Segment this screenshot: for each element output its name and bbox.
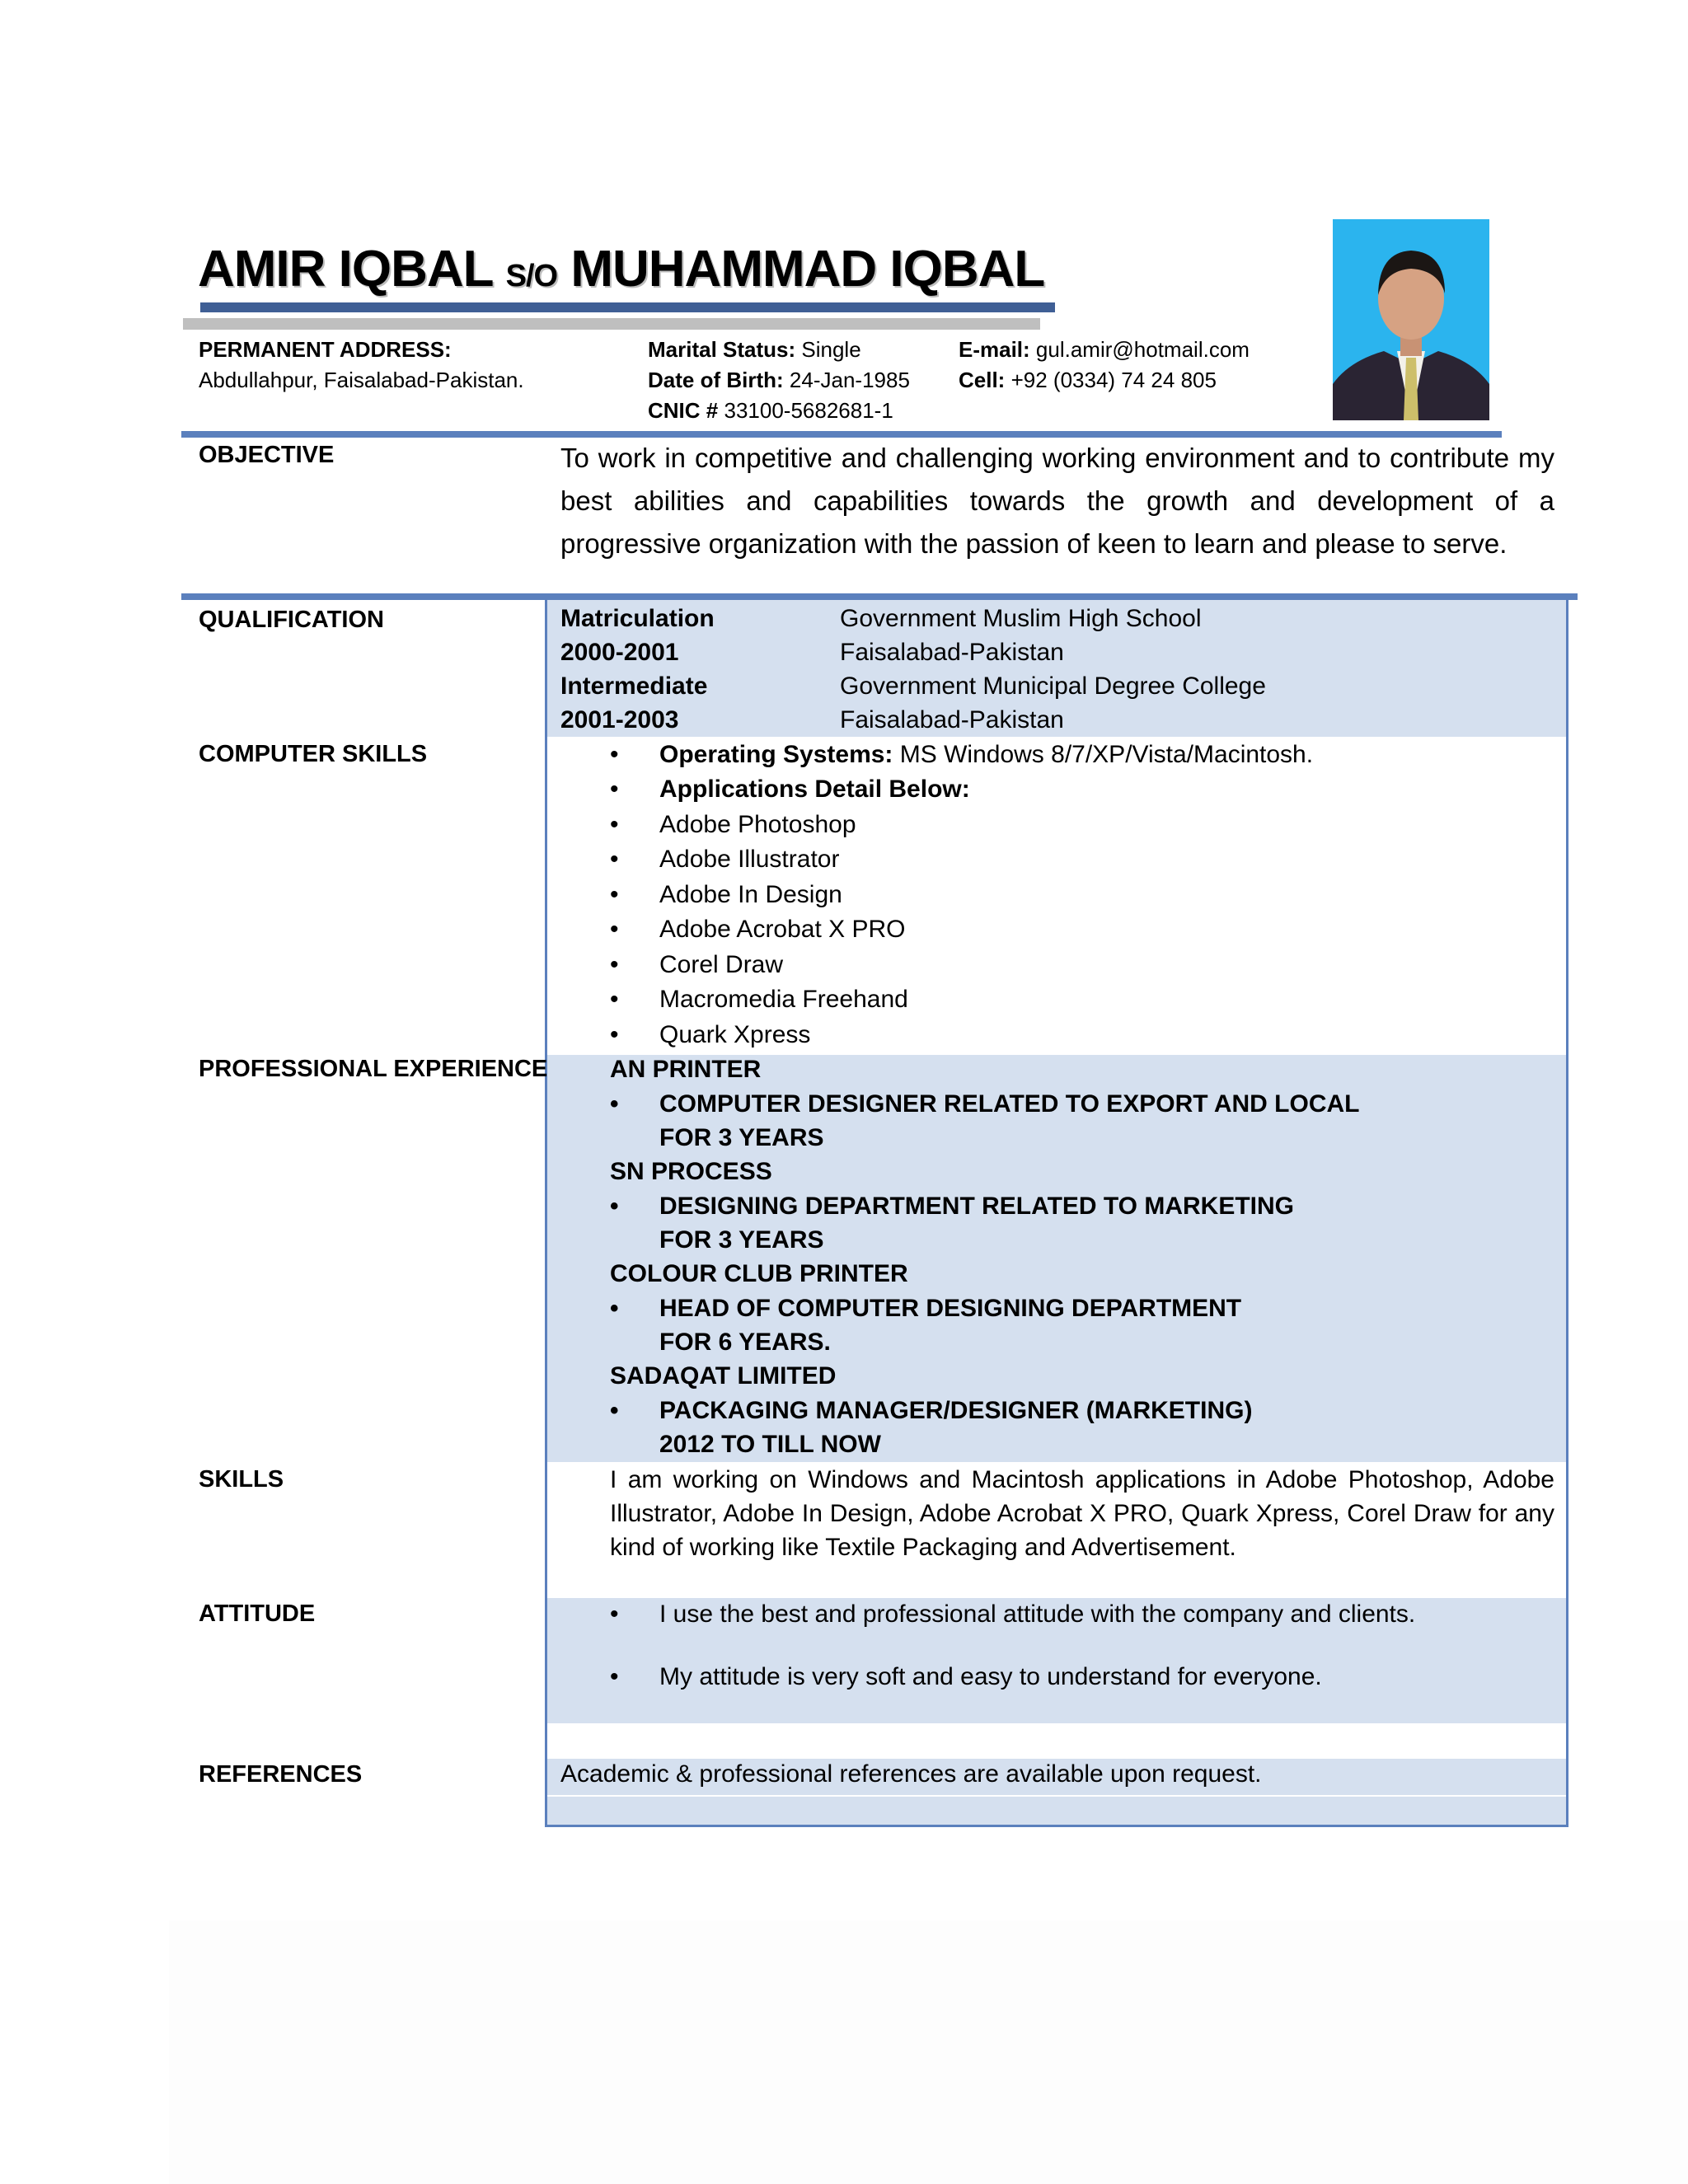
- experience-company: COLOUR CLUB PRINTER: [610, 1260, 908, 1287]
- experience-role: [610, 1295, 1241, 1323]
- experience-duration: FOR 6 YEARS.: [659, 1329, 831, 1356]
- experience-company: SADAQAT LIMITED: [610, 1362, 837, 1390]
- address-label: PERMANENT ADDRESS:: [199, 337, 452, 362]
- qualification-heading: QUALIFICATION: [199, 607, 384, 633]
- name-first: AMIR IQBAL: [198, 241, 493, 298]
- dob-value: 24-Jan-1985: [789, 368, 910, 392]
- marital-label: Marital Status:: [648, 337, 796, 362]
- personal-block: [648, 335, 910, 426]
- bullet-icon: •: [610, 776, 619, 803]
- experience-duration: FOR 3 YEARS: [659, 1226, 824, 1254]
- marital-value: Single: [801, 337, 861, 362]
- app-name: Corel Draw: [659, 951, 784, 978]
- list-item: [610, 1021, 810, 1049]
- experience-company: AN PRINTER: [610, 1056, 762, 1083]
- bullet-icon: •: [610, 951, 619, 978]
- cnic: [648, 396, 910, 426]
- cell-label: Cell:: [959, 368, 1006, 392]
- bullet-icon: •: [610, 1397, 619, 1424]
- bullet-icon: •: [610, 1193, 619, 1220]
- experience-duration: 2012 TO TILL NOW: [659, 1431, 881, 1458]
- experience-duration: FOR 3 YEARS: [659, 1124, 824, 1151]
- dob-label: Date of Birth:: [648, 368, 784, 392]
- role-text: DESIGNING DEPARTMENT RELATED TO MARKETING: [659, 1193, 1295, 1220]
- name-last: MUHAMMAD IQBAL: [570, 241, 1045, 298]
- qualification-institution: Government Municipal Degree College: [840, 673, 1266, 700]
- app-name: Adobe Acrobat X PRO: [659, 916, 906, 943]
- portrait-icon: [1333, 219, 1489, 420]
- cell-value: +92 (0334) 74 24 805: [1010, 368, 1217, 392]
- app-name: Adobe In Design: [659, 881, 842, 908]
- objective-text: To work in competitive and challenging working environment and to contribute my best abilities and capabilities towards the growth and development of a progressive organization with the passion of keen to learn and please to serve.: [560, 443, 1554, 559]
- apps-label: Applications Detail Below:: [659, 776, 970, 803]
- qualification-degree: Intermediate: [560, 673, 708, 700]
- candidate-name: [198, 241, 1045, 298]
- objective-heading: OBJECTIVE: [199, 442, 335, 468]
- address-block: [199, 335, 524, 396]
- bullet-icon: •: [610, 811, 619, 838]
- list-item: [610, 916, 906, 944]
- list-item: [610, 776, 970, 804]
- bullet-icon: •: [610, 881, 619, 908]
- page-shade: [169, 1920, 1688, 2184]
- app-name: Quark Xpress: [659, 1021, 811, 1048]
- name-underline-blue: [200, 302, 1055, 312]
- bullet-icon: •: [610, 741, 619, 768]
- list-item: [610, 811, 856, 839]
- experience-role: [610, 1090, 1359, 1118]
- qualification-institution: Government Muslim High School: [840, 605, 1202, 632]
- references-text: Academic & professional references are available upon request.: [560, 1760, 1262, 1788]
- date-of-birth: [648, 365, 910, 396]
- bullet-icon: •: [610, 916, 619, 943]
- name-so: S/O: [505, 259, 558, 293]
- cell: [959, 365, 1250, 396]
- bullet-icon: •: [610, 986, 619, 1013]
- qualification-degree: 2000-2001: [560, 639, 679, 666]
- app-name: Adobe Photoshop: [659, 811, 856, 838]
- os-value: MS Windows 8/7/XP/Vista/Macintosh.: [899, 741, 1314, 768]
- bullet-icon: •: [610, 1021, 619, 1048]
- experience-heading: PROFESSIONAL EXPERIENCE: [199, 1056, 548, 1082]
- os-label: Operating Systems:: [659, 741, 893, 768]
- list-item: [610, 986, 908, 1014]
- list-item: [610, 741, 1313, 769]
- app-name: Macromedia Freehand: [659, 986, 908, 1013]
- qualification-degree: Matriculation: [560, 605, 715, 632]
- attitude-text: I use the best and professional attitude with the company and clients.: [659, 1601, 1416, 1628]
- attitude-text: My attitude is very soft and easy to understand for everyone.: [659, 1663, 1322, 1690]
- app-name: Adobe Illustrator: [659, 846, 840, 873]
- bullet-icon: •: [610, 1601, 619, 1628]
- experience-role: [610, 1397, 1252, 1425]
- email-value: gul.amir@hotmail.com: [1035, 337, 1250, 362]
- list-item: [610, 1663, 1322, 1691]
- bullet-icon: •: [610, 1090, 619, 1118]
- cnic-label: CNIC #: [648, 398, 719, 423]
- email: [959, 335, 1250, 365]
- role-text: HEAD OF COMPUTER DESIGNING DEPARTMENT: [659, 1295, 1242, 1322]
- experience-company: SN PROCESS: [610, 1158, 772, 1185]
- email-label: E-mail:: [959, 337, 1030, 362]
- references-heading: REFERENCES: [199, 1761, 363, 1788]
- qualification-institution: Faisalabad-Pakistan: [840, 639, 1064, 666]
- marital-status: [648, 335, 910, 365]
- address-value: Abdullahpur, Faisalabad-Pakistan.: [199, 368, 524, 392]
- bullet-icon: •: [610, 1663, 619, 1690]
- experience-role: [610, 1193, 1294, 1221]
- attitude-heading: ATTITUDE: [199, 1601, 316, 1627]
- list-item: [610, 1601, 1415, 1629]
- computer-skills-heading: COMPUTER SKILLS: [199, 741, 428, 767]
- profile-photo: [1333, 219, 1489, 420]
- qualification-institution: Faisalabad-Pakistan: [840, 706, 1064, 733]
- qualification-degree: 2001-2003: [560, 706, 679, 733]
- role-text: COMPUTER DESIGNER RELATED TO EXPORT AND LOCAL: [659, 1090, 1360, 1118]
- list-item: [610, 951, 783, 979]
- skills-text: I am working on Windows and Macintosh applications in Adobe Photoshop, Adobe Illustrator, Adobe In Design, Adobe Acrobat X PRO, Quark Xpress, Corel Draw for any kind of working like Textile Packaging and Advertisement.: [610, 1466, 1554, 1561]
- role-text: PACKAGING MANAGER/DESIGNER (MARKETING): [659, 1397, 1253, 1424]
- name-underline-grey: [183, 318, 1040, 330]
- bullet-icon: •: [610, 846, 619, 873]
- list-item: [610, 846, 839, 874]
- skills-heading: SKILLS: [199, 1466, 284, 1493]
- list-item: [610, 881, 842, 909]
- bullet-icon: •: [610, 1295, 619, 1322]
- contact-block: [959, 335, 1250, 396]
- cnic-value: 33100-5682681-1: [724, 398, 893, 423]
